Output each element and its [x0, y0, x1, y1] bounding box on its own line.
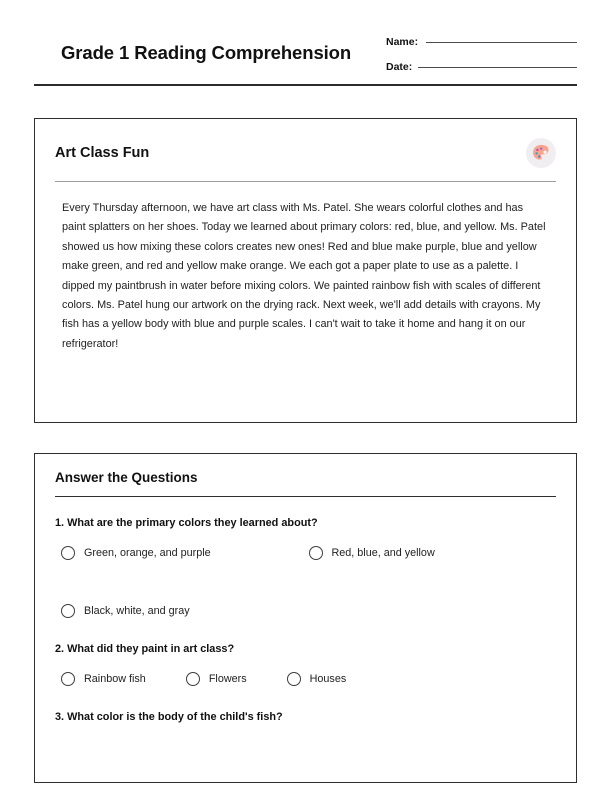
- story-divider: [55, 181, 556, 182]
- paint-palette-icon: [526, 138, 556, 168]
- question-2-option-1-label: Rainbow fish: [84, 673, 146, 685]
- questions-divider: [55, 496, 556, 497]
- story-card: [34, 118, 577, 423]
- question-3: [55, 711, 556, 723]
- name-label: Name:: [386, 35, 419, 48]
- story-header: [55, 137, 556, 169]
- question-1-option-2-label: Red, blue, and yellow: [331, 547, 435, 559]
- radio-icon[interactable]: [61, 604, 75, 618]
- question-1-options: [55, 542, 556, 622]
- question-3-text: 3. What color is the body of the child's fish?: [55, 711, 283, 723]
- question-1-option-2[interactable]: [309, 542, 557, 564]
- date-label: Date:: [386, 60, 413, 73]
- radio-icon[interactable]: [61, 672, 75, 686]
- radio-icon[interactable]: [309, 546, 323, 560]
- story-passage: Every Thursday afternoon, we have art class with Ms. Patel. She wears colorful clothes and has paint splatters on her shoes. Today we learned about primary colors: red, blue, and yellow. Ms. Patel showed us how mixing these colors creates new ones! Red and blue make purple, blue and yellow make green, and red and yellow make orange. We each got a paper plate to use as a palette. I dipped my paintbrush in water before mixing colors. We painted rainbow fish with scales of different colors. Ms. Patel hung our artwork on the drying rack. Next week, we'll add details with crayons. My fish has a yellow body with blue and purple scales. I can't wait to take it home and hang it on our refrigerator!: [62, 202, 546, 350]
- worksheet-header: [34, 28, 577, 78]
- question-1-option-3[interactable]: [61, 600, 309, 622]
- question-2-option-1[interactable]: [61, 668, 146, 690]
- name-date-fields: [386, 33, 577, 74]
- name-field-row[interactable]: [386, 35, 577, 49]
- story-title: Art Class Fun: [55, 145, 150, 161]
- page-title: Grade 1 Reading Comprehension: [61, 42, 352, 63]
- questions-section-title: Answer the Questions: [55, 470, 198, 485]
- date-field-row[interactable]: [386, 60, 577, 74]
- name-write-line[interactable]: [426, 42, 577, 43]
- date-write-line[interactable]: [418, 67, 577, 68]
- question-2-options: [55, 668, 556, 690]
- question-2-option-3-label: Houses: [309, 673, 347, 685]
- radio-icon[interactable]: [287, 672, 301, 686]
- radio-icon[interactable]: [61, 546, 75, 560]
- questions-card: [34, 453, 577, 783]
- question-2-option-2-label: Flowers: [208, 673, 247, 685]
- question-2-option-2[interactable]: [186, 668, 247, 690]
- radio-icon[interactable]: [186, 672, 200, 686]
- question-1-option-1[interactable]: [61, 542, 309, 564]
- question-1-option-1-label: Green, orange, and purple: [84, 547, 211, 559]
- question-2-text: 2. What did they paint in art class?: [55, 643, 235, 655]
- question-1: [55, 517, 556, 622]
- question-1-text: 1. What are the primary colors they learned about?: [55, 517, 318, 529]
- header-divider: [34, 84, 577, 86]
- question-2: [55, 643, 556, 690]
- question-1-option-3-label: Black, white, and gray: [84, 605, 190, 617]
- question-2-option-3[interactable]: [287, 668, 347, 690]
